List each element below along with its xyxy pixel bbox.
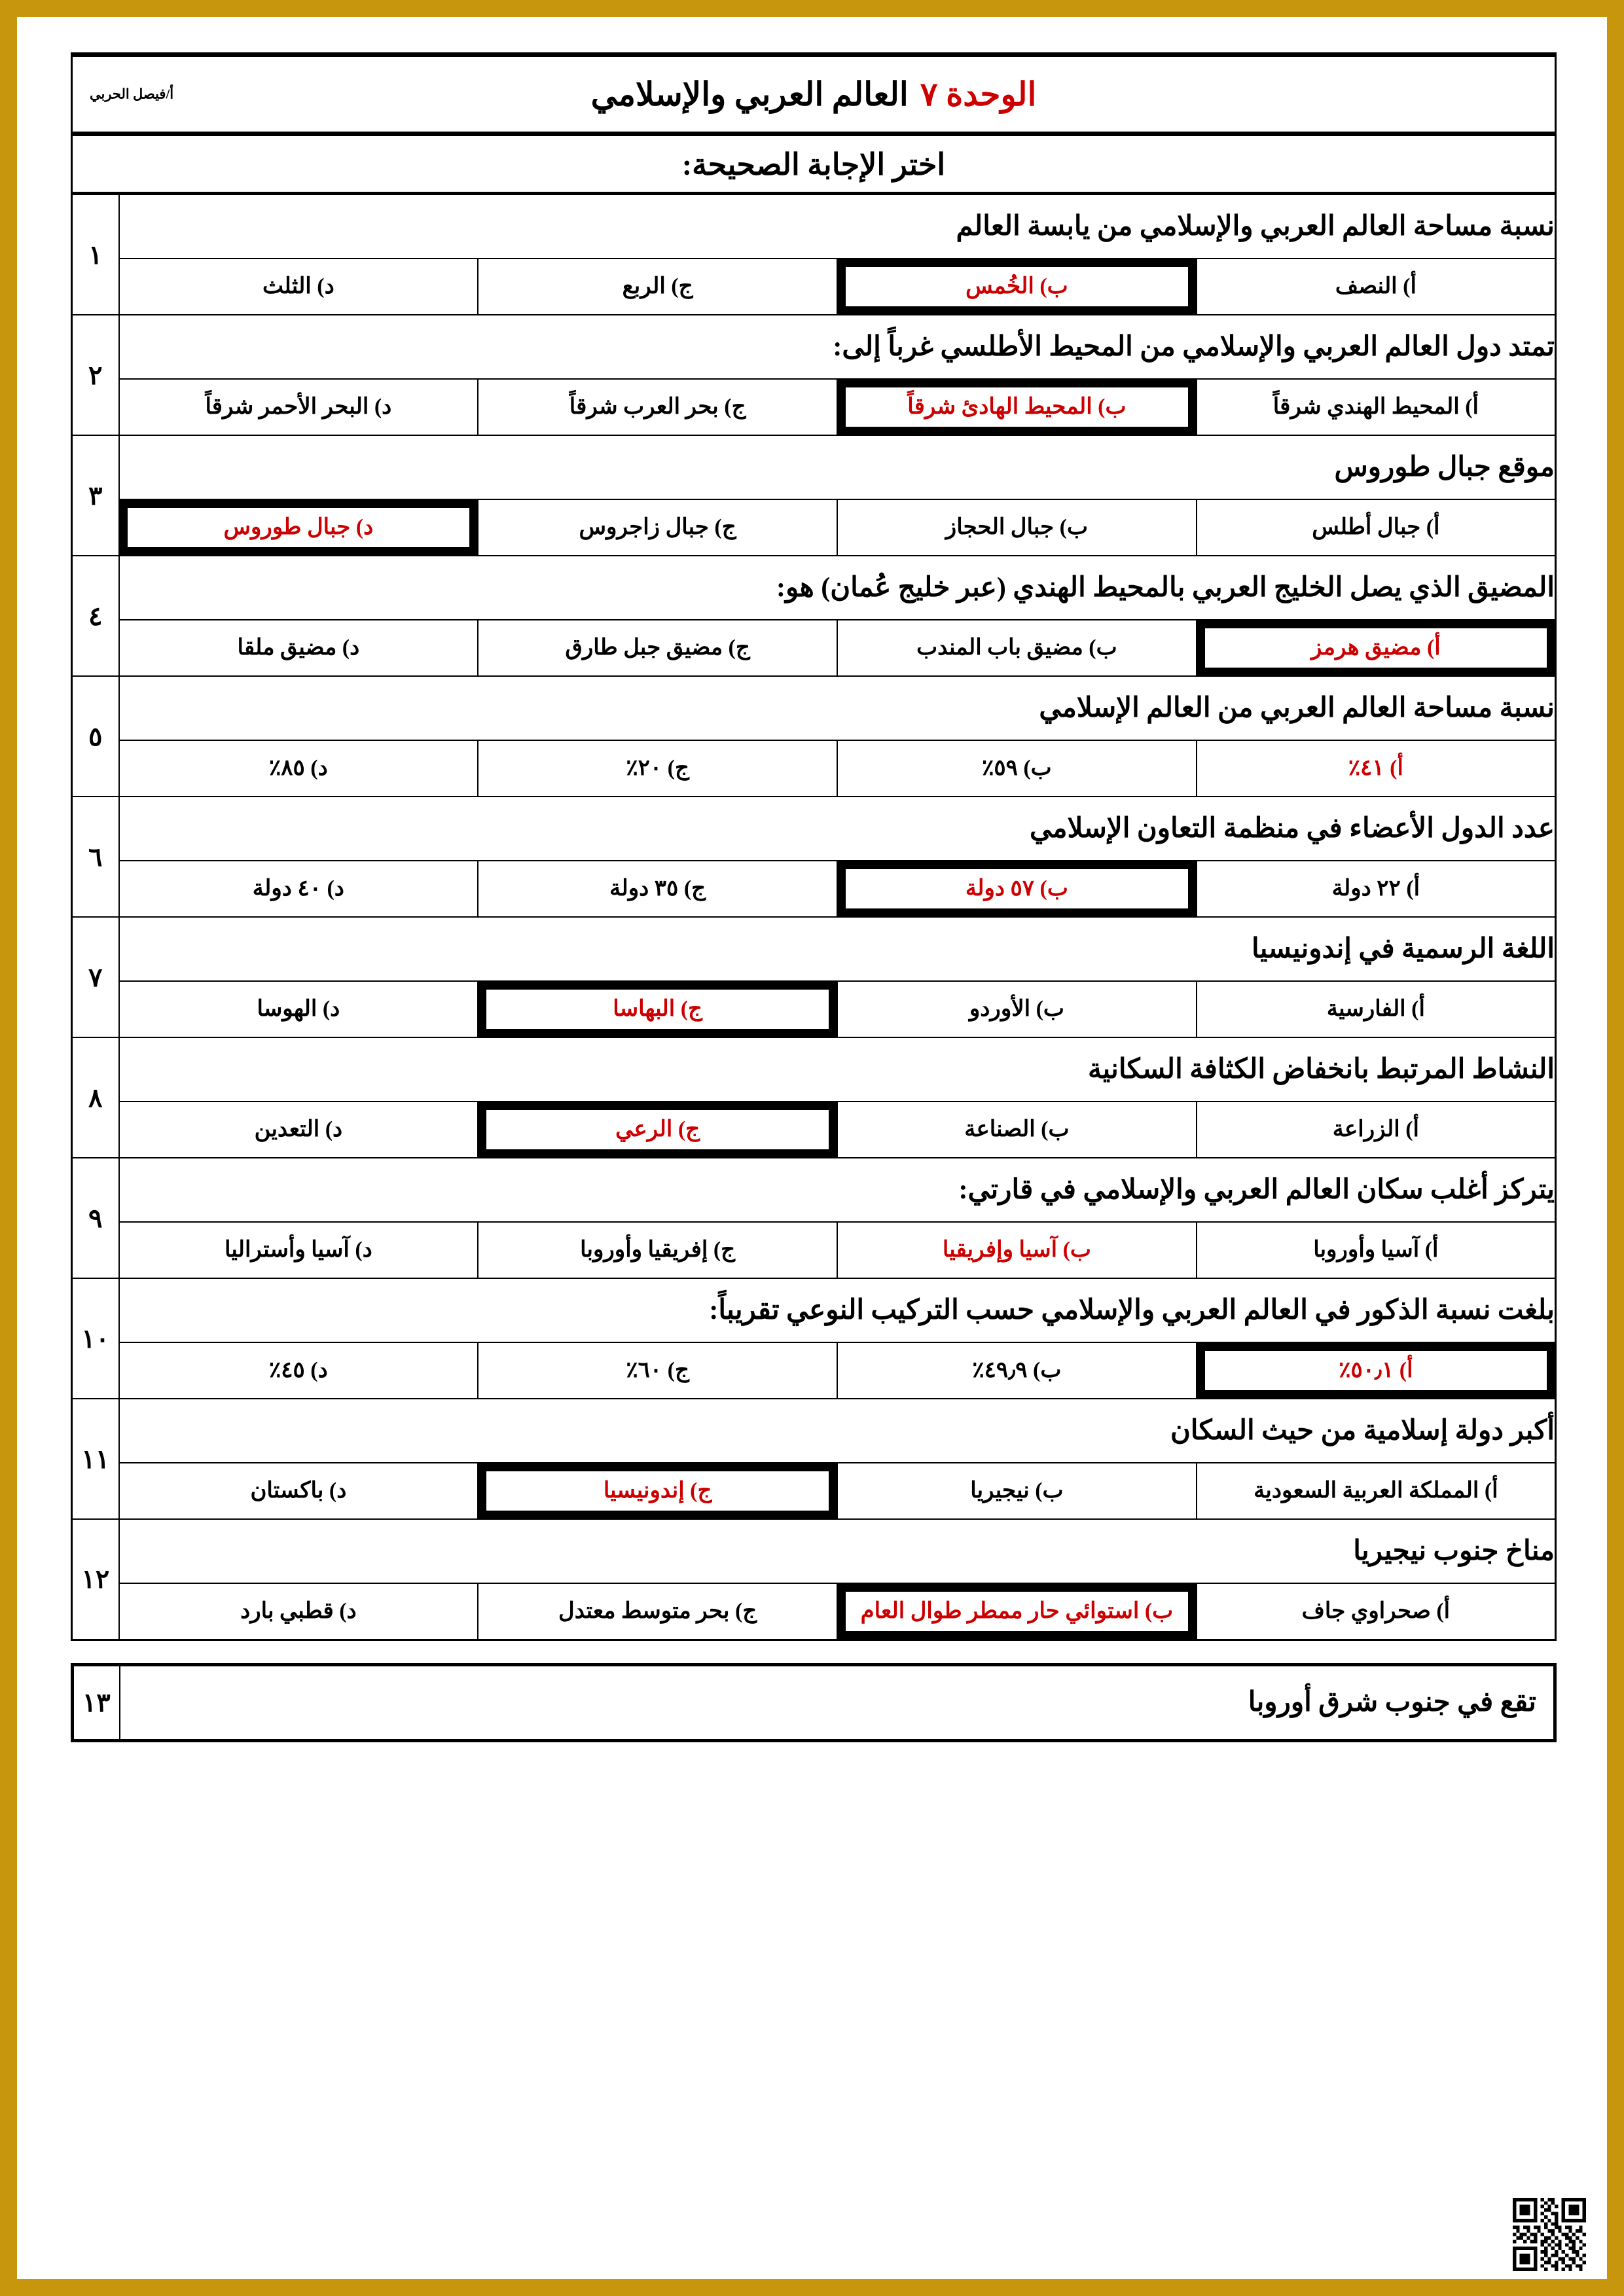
- question-stem: المضيق الذي يصل الخليج العربي بالمحيط الهندي (عبر خليج عُمان) هو:: [119, 556, 1556, 620]
- answer-option[interactable]: [119, 1342, 478, 1399]
- subject-title: العالم العربي والإسلامي: [590, 76, 909, 113]
- answer-option[interactable]: [1197, 620, 1556, 676]
- option-body: [478, 1343, 837, 1398]
- option-label: ج) مضيق جبل طارق: [565, 636, 750, 660]
- option-label: أ) المملكة العربية السعودية: [1254, 1479, 1498, 1503]
- instruction-text: اختر الإجابة الصحيحة:: [681, 147, 946, 181]
- answer-option[interactable]: [1197, 1583, 1556, 1640]
- option-label: د) مضيق ملقا: [237, 636, 360, 660]
- option-label: ب) الصناعة: [964, 1117, 1070, 1142]
- option-body: [838, 982, 1196, 1037]
- question-number: ٤: [72, 556, 119, 676]
- option-label: أ) الفارسية: [1326, 997, 1425, 1022]
- option-label: د) الثلث: [262, 274, 334, 299]
- table-row: [72, 917, 1556, 981]
- question-number: ٨: [72, 1037, 119, 1158]
- answer-option[interactable]: [119, 981, 478, 1037]
- selected-answer-highlight: [478, 982, 837, 1037]
- answer-option[interactable]: [1197, 499, 1556, 556]
- option-body: [478, 620, 837, 675]
- option-body: [120, 380, 478, 435]
- answer-option[interactable]: [119, 1222, 478, 1278]
- option-body: [120, 1463, 478, 1518]
- option-body: [1197, 1223, 1555, 1278]
- question-stem: مناخ جنوب نيجيريا: [119, 1519, 1556, 1583]
- option-body: [478, 1584, 837, 1639]
- option-label: ج) جبال زاجروس: [579, 515, 736, 540]
- answer-option[interactable]: [837, 1583, 1197, 1640]
- option-body: [1197, 1463, 1555, 1518]
- question-stem: النشاط المرتبط بانخفاض الكثافة السكانية: [119, 1037, 1556, 1102]
- question-stem: أكبر دولة إسلامية من حيث السكان: [119, 1399, 1556, 1463]
- table-row: [72, 1037, 1556, 1102]
- option-label: د) ٨٥٪: [269, 756, 328, 781]
- answer-option[interactable]: [478, 620, 837, 676]
- table-row: [72, 1102, 1556, 1158]
- option-body: [120, 1584, 478, 1639]
- option-label: د) ٤٥٪: [269, 1358, 328, 1383]
- question-stem: موقع جبال طوروس: [119, 435, 1556, 499]
- option-label: أ) آسيا وأوروبا: [1313, 1238, 1439, 1263]
- table-row: [72, 620, 1556, 676]
- option-body: [1197, 380, 1555, 435]
- answer-option[interactable]: [478, 1222, 837, 1278]
- option-label: د) البحر الأحمر شرقاً: [205, 395, 392, 420]
- table-row: [72, 379, 1556, 435]
- question-number: ١٠: [72, 1278, 119, 1399]
- option-label: ب) نيجيريا: [970, 1479, 1064, 1503]
- option-body: [120, 259, 478, 314]
- answer-option[interactable]: [837, 259, 1197, 315]
- option-label: أ) النصف: [1335, 274, 1416, 299]
- option-body: [1197, 500, 1555, 555]
- option-label: أ) المحيط الهندي شرقاً: [1272, 395, 1479, 420]
- option-label: ب) آسيا وإفريقيا: [942, 1238, 1091, 1263]
- option-body: [838, 1463, 1196, 1518]
- option-body: [1197, 861, 1555, 916]
- table-row: [72, 435, 1556, 499]
- option-label: د) الهوسا: [257, 997, 340, 1022]
- unit-label: الوحدة ٧: [920, 76, 1037, 113]
- question-number: ٩: [72, 1158, 119, 1278]
- selected-answer-highlight: [838, 259, 1196, 314]
- option-body: [478, 380, 837, 435]
- question-number: ٦: [72, 797, 119, 917]
- option-label: ب) ٥٩٪: [982, 756, 1052, 781]
- answer-option[interactable]: [119, 861, 478, 917]
- answer-option[interactable]: [837, 1222, 1197, 1278]
- question-stem: نسبة مساحة العالم العربي والإسلامي من يابسة العالم: [119, 194, 1556, 259]
- question-number: ١: [72, 194, 119, 315]
- option-label: ب) ٥٧ دولة: [965, 876, 1068, 901]
- option-label: ج) الربع: [622, 274, 693, 299]
- question-stem: بلغت نسبة الذكور في العالم العربي والإسلامي حسب التركيب النوعي تقريباً:: [119, 1278, 1556, 1342]
- table-row: [72, 1158, 1556, 1222]
- page-title: [73, 75, 1555, 113]
- selected-answer-highlight: [838, 380, 1196, 435]
- selected-answer-highlight: [120, 500, 478, 555]
- answer-option[interactable]: [1197, 259, 1556, 315]
- option-label: أ) مضيق هرمز: [1311, 636, 1441, 660]
- worksheet-content: [71, 52, 1557, 1742]
- qr-code: [1513, 2198, 1586, 2271]
- tail-item-number: ١٣: [73, 1664, 120, 1740]
- selected-answer-highlight: [1197, 620, 1555, 675]
- option-body: [478, 1223, 837, 1278]
- option-body: [1197, 741, 1555, 796]
- answer-option[interactable]: [1197, 379, 1556, 435]
- answer-option[interactable]: [1197, 1222, 1556, 1278]
- option-label: ب) ٤٩٫٩٪: [972, 1358, 1062, 1383]
- option-label: د) جبال طوروس: [223, 515, 374, 540]
- selected-answer-highlight: [838, 861, 1196, 916]
- selected-answer-highlight: [478, 1463, 837, 1518]
- option-label: ج) ٣٥ دولة: [609, 876, 706, 901]
- option-label: ج) إفريقيا وأوروبا: [580, 1238, 736, 1263]
- option-body: [120, 620, 478, 675]
- answer-option[interactable]: [837, 861, 1197, 917]
- option-body: [838, 620, 1196, 675]
- option-body: [838, 1102, 1196, 1157]
- answer-option[interactable]: [837, 1102, 1197, 1158]
- option-body: [120, 741, 478, 796]
- quiz-table: [71, 194, 1557, 1641]
- option-label: ج) الرعي: [615, 1117, 700, 1142]
- table-row: [73, 1664, 1555, 1740]
- page-header: [71, 52, 1557, 136]
- option-body: [1197, 259, 1555, 314]
- option-label: أ) ٥٠٫١٪: [1339, 1358, 1413, 1383]
- table-row: [72, 981, 1556, 1037]
- table-row: [72, 259, 1556, 315]
- answer-option[interactable]: [1197, 1463, 1556, 1519]
- table-row: [72, 556, 1556, 620]
- option-body: [120, 1102, 478, 1157]
- table-row: [72, 1222, 1556, 1278]
- answer-option[interactable]: [478, 861, 837, 917]
- table-row: [72, 740, 1556, 797]
- option-label: ب) المحيط الهادئ شرقاً: [907, 395, 1127, 420]
- answer-option[interactable]: [119, 379, 478, 435]
- option-label: ج) بحر متوسط معتدل: [558, 1599, 757, 1624]
- option-body: [478, 741, 837, 796]
- answer-option[interactable]: [837, 1342, 1197, 1399]
- selected-answer-highlight: [478, 1102, 837, 1157]
- option-label: ج) البهاسا: [613, 997, 702, 1022]
- option-label: ب) جبال الحجاز: [945, 515, 1088, 540]
- answer-option[interactable]: [478, 1342, 837, 1399]
- answer-option[interactable]: [478, 499, 837, 556]
- option-label: د) آسيا وأستراليا: [224, 1238, 372, 1263]
- option-body: [478, 861, 837, 916]
- option-label: ب) مضيق باب المندب: [916, 636, 1117, 660]
- answer-option[interactable]: [119, 1463, 478, 1519]
- answer-option[interactable]: [478, 981, 837, 1037]
- option-label: د) باكستان: [250, 1479, 347, 1503]
- option-label: ج) ٢٠٪: [626, 756, 689, 781]
- answer-option[interactable]: [837, 981, 1197, 1037]
- answer-option[interactable]: [837, 499, 1197, 556]
- question-stem: يتركز أغلب سكان العالم العربي والإسلامي في قارتي:: [119, 1158, 1556, 1222]
- option-label: ج) بحر العرب شرقاً: [569, 395, 746, 420]
- option-body: [120, 1343, 478, 1398]
- table-row: [72, 1463, 1556, 1519]
- option-label: د) التعدين: [254, 1117, 343, 1142]
- question-number: ١١: [72, 1399, 119, 1519]
- answer-option[interactable]: [1197, 981, 1556, 1037]
- answer-option[interactable]: [837, 379, 1197, 435]
- option-body: [478, 259, 837, 314]
- option-body: [1197, 1102, 1555, 1157]
- table-row: [72, 1399, 1556, 1463]
- option-label: د) ٤٠ دولة: [252, 876, 344, 901]
- tail-item-stem: تقع في جنوب شرق أوروبا: [120, 1664, 1555, 1740]
- option-label: ب) الخُمس: [965, 274, 1068, 299]
- question-number: ٥: [72, 676, 119, 797]
- question-number: ٣: [72, 435, 119, 556]
- selected-answer-highlight: [838, 1584, 1196, 1639]
- answer-option[interactable]: [119, 259, 478, 315]
- tail-item-wrapper: [71, 1663, 1557, 1742]
- answer-option[interactable]: [119, 499, 478, 556]
- table-row: [72, 499, 1556, 556]
- question-stem: اللغة الرسمية في إندونيسيا: [119, 917, 1556, 981]
- option-label: أ) الزراعة: [1332, 1117, 1419, 1142]
- answer-option[interactable]: [478, 1583, 837, 1640]
- answer-option[interactable]: [1197, 740, 1556, 797]
- question-number: ١٢: [72, 1519, 119, 1640]
- table-row: [72, 1342, 1556, 1399]
- table-row: [72, 194, 1556, 259]
- answer-option[interactable]: [119, 620, 478, 676]
- question-stem: عدد الدول الأعضاء في منظمة التعاون الإسلامي: [119, 797, 1556, 861]
- option-body: [1197, 1584, 1555, 1639]
- option-label: ج) إندونيسيا: [603, 1479, 712, 1503]
- table-row: [72, 797, 1556, 861]
- tail-table: [71, 1663, 1557, 1742]
- answer-option[interactable]: [119, 1583, 478, 1640]
- answer-option[interactable]: [478, 379, 837, 435]
- answer-option[interactable]: [837, 740, 1197, 797]
- table-row: [72, 1519, 1556, 1583]
- option-body: [1197, 982, 1555, 1037]
- answer-option[interactable]: [478, 259, 837, 315]
- option-label: ب) استوائي حار ممطر طوال العام: [860, 1599, 1174, 1624]
- question-number: ٢: [72, 315, 119, 435]
- option-body: [120, 1223, 478, 1278]
- table-row: [72, 861, 1556, 917]
- option-label: ج) ٦٠٪: [626, 1358, 689, 1383]
- table-row: [72, 676, 1556, 740]
- table-row: [72, 1278, 1556, 1342]
- question-stem: تمتد دول العالم العربي والإسلامي من المحيط الأطلسي غرباً إلى:: [119, 315, 1556, 379]
- table-row: [72, 315, 1556, 379]
- option-label: أ) صحراوي جاف: [1301, 1599, 1451, 1624]
- option-body: [838, 741, 1196, 796]
- instruction-bar: [71, 136, 1557, 194]
- option-label: د) قطبي بارد: [240, 1599, 357, 1624]
- option-body: [838, 1343, 1196, 1398]
- answer-option[interactable]: [478, 740, 837, 797]
- option-label: ب) الأوردو: [969, 997, 1064, 1022]
- answer-option[interactable]: [119, 740, 478, 797]
- selected-answer-highlight: [1197, 1343, 1555, 1398]
- teacher-name: أ/فيصل الحربي: [90, 86, 174, 102]
- question-number: ٧: [72, 917, 119, 1037]
- answer-option[interactable]: [1197, 1342, 1556, 1399]
- option-body: [120, 982, 478, 1037]
- question-stem: نسبة مساحة العالم العربي من العالم الإسلامي: [119, 676, 1556, 740]
- answer-option[interactable]: [837, 620, 1197, 676]
- option-label: أ) ٤١٪: [1348, 756, 1403, 781]
- answer-option[interactable]: [1197, 861, 1556, 917]
- answer-option[interactable]: [478, 1102, 837, 1158]
- table-row: [72, 1583, 1556, 1640]
- answer-option[interactable]: [478, 1463, 837, 1519]
- quiz-body: [72, 194, 1556, 1640]
- option-label: أ) ٢٢ دولة: [1331, 876, 1420, 901]
- answer-option[interactable]: [119, 1102, 478, 1158]
- answer-option[interactable]: [1197, 1102, 1556, 1158]
- option-body: [838, 1223, 1196, 1278]
- answer-option[interactable]: [837, 1463, 1197, 1519]
- option-body: [838, 500, 1196, 555]
- option-label: أ) جبال أطلس: [1312, 515, 1440, 540]
- option-body: [478, 500, 837, 555]
- option-body: [120, 861, 478, 916]
